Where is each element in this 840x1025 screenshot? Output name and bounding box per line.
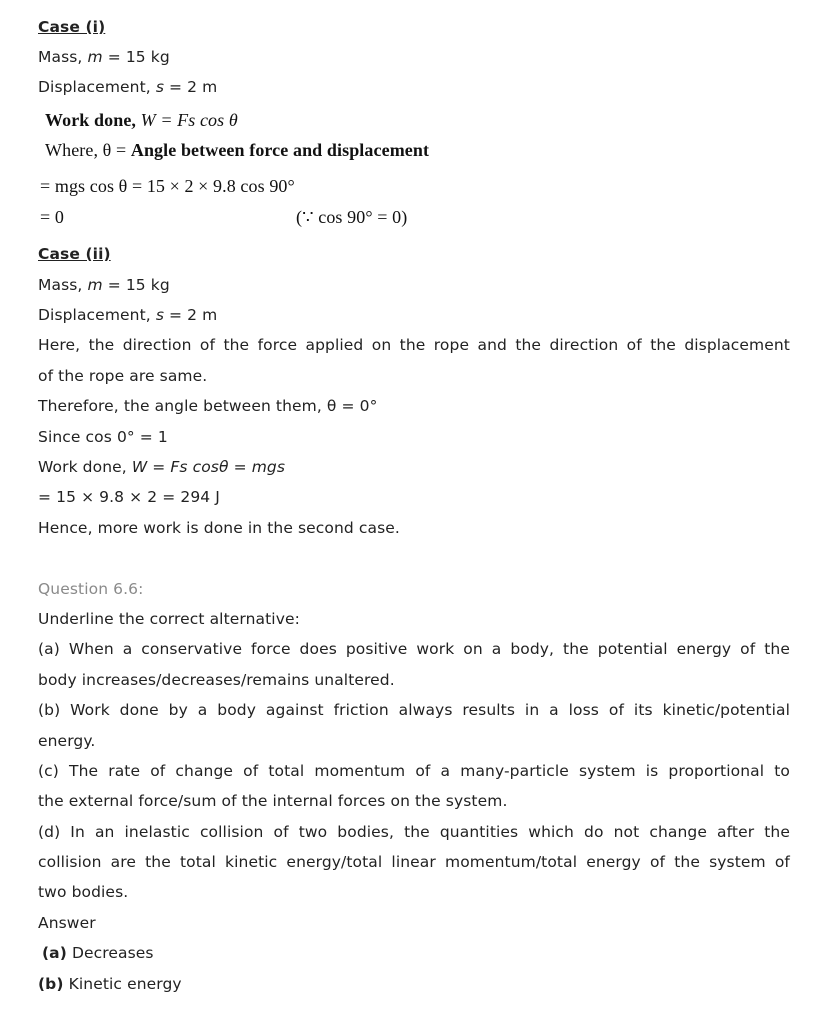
question-part-a-line-1: (a) When a conservative force does positive work on a body, the potential energy of the xyxy=(38,640,790,658)
formula-result: = 0 xyxy=(40,207,64,227)
case-2-work-done xyxy=(38,457,285,477)
case-2-mass xyxy=(38,275,170,295)
formula-expression: W = Fs cos θ xyxy=(140,110,238,130)
mass-symbol: m xyxy=(87,48,103,66)
question-part-c-line-2: the external force/sum of the internal forces on the system. xyxy=(38,792,508,810)
answer-a xyxy=(42,943,154,963)
displacement-label: Displacement, xyxy=(38,78,156,96)
displacement-symbol: s xyxy=(155,306,164,324)
mass-symbol: m xyxy=(87,276,103,294)
answer-a-tag: (a) xyxy=(42,944,67,962)
case-2-displacement xyxy=(38,305,217,325)
answer-b xyxy=(38,974,182,994)
case-1-mass xyxy=(38,47,170,67)
mass-value: = 15 kg xyxy=(102,48,170,66)
mass-value: = 15 kg xyxy=(102,276,170,294)
formula-where-label: Where, θ = xyxy=(45,140,131,160)
formula-work-done xyxy=(45,110,238,130)
mass-label: Mass, xyxy=(38,48,88,66)
answer-a-text: Decreases xyxy=(66,944,154,962)
formula-note: (∵ cos 90° = 0) xyxy=(296,207,408,227)
case-2-paragraph-line-1: Here, the direction of the force applied on the rope and the direction of the displacement xyxy=(38,336,790,354)
question-part-c-line-1: (c) The rate of change of total momentum of a many-particle system is proportional to xyxy=(38,762,790,780)
case-2-conclusion: Hence, more work is done in the second case. xyxy=(38,519,400,537)
work-label: Work done, xyxy=(38,458,132,476)
mass-label: Mass, xyxy=(38,276,88,294)
displacement-symbol: s xyxy=(155,78,164,96)
case-1-displacement xyxy=(38,77,217,97)
case-2-calculation: = 15 × 9.8 × 2 = 294 J xyxy=(38,488,220,506)
formula-where-text: Angle between force and displacement xyxy=(130,140,430,160)
case-2-heading: Case (ii) xyxy=(38,245,111,263)
displacement-value: = 2 m xyxy=(164,78,218,96)
answer-b-text: Kinetic energy xyxy=(63,975,182,993)
case-2-angle: Therefore, the angle between them, θ = 0° xyxy=(38,397,378,415)
answer-b-tag: (b) xyxy=(38,975,64,993)
formula-mgs: = mgs cos θ = 15 × 2 × 9.8 cos 90° xyxy=(40,176,295,196)
question-part-d-line-1: (d) In an inelastic collision of two bodies, the quantities which do not change after the xyxy=(38,823,790,841)
case-1-heading: Case (i) xyxy=(38,18,106,36)
question-part-d-line-3: two bodies. xyxy=(38,883,129,901)
case-2-paragraph-line-2: of the rope are same. xyxy=(38,367,208,385)
question-part-b-line-1: (b) Work done by a body against friction always results in a loss of its kinetic/potential xyxy=(38,701,790,719)
question-part-d-line-2: collision are the total kinetic energy/total linear momentum/total energy of the system of xyxy=(38,853,790,871)
question-title: Question 6.6: xyxy=(38,580,144,598)
answer-label: Answer xyxy=(38,914,96,932)
question-prompt: Underline the correct alternative: xyxy=(38,610,300,628)
work-expression: W = Fs cosθ = mgs xyxy=(131,458,286,476)
question-part-b-line-2: energy. xyxy=(38,732,96,750)
displacement-value: = 2 m xyxy=(164,306,218,324)
formula-label: Work done, xyxy=(45,110,141,130)
displacement-label: Displacement, xyxy=(38,306,156,324)
case-2-cos: Since cos 0° = 1 xyxy=(38,428,168,446)
question-part-a-line-2: body increases/decreases/remains unaltered. xyxy=(38,671,395,689)
formula-where xyxy=(45,140,429,160)
